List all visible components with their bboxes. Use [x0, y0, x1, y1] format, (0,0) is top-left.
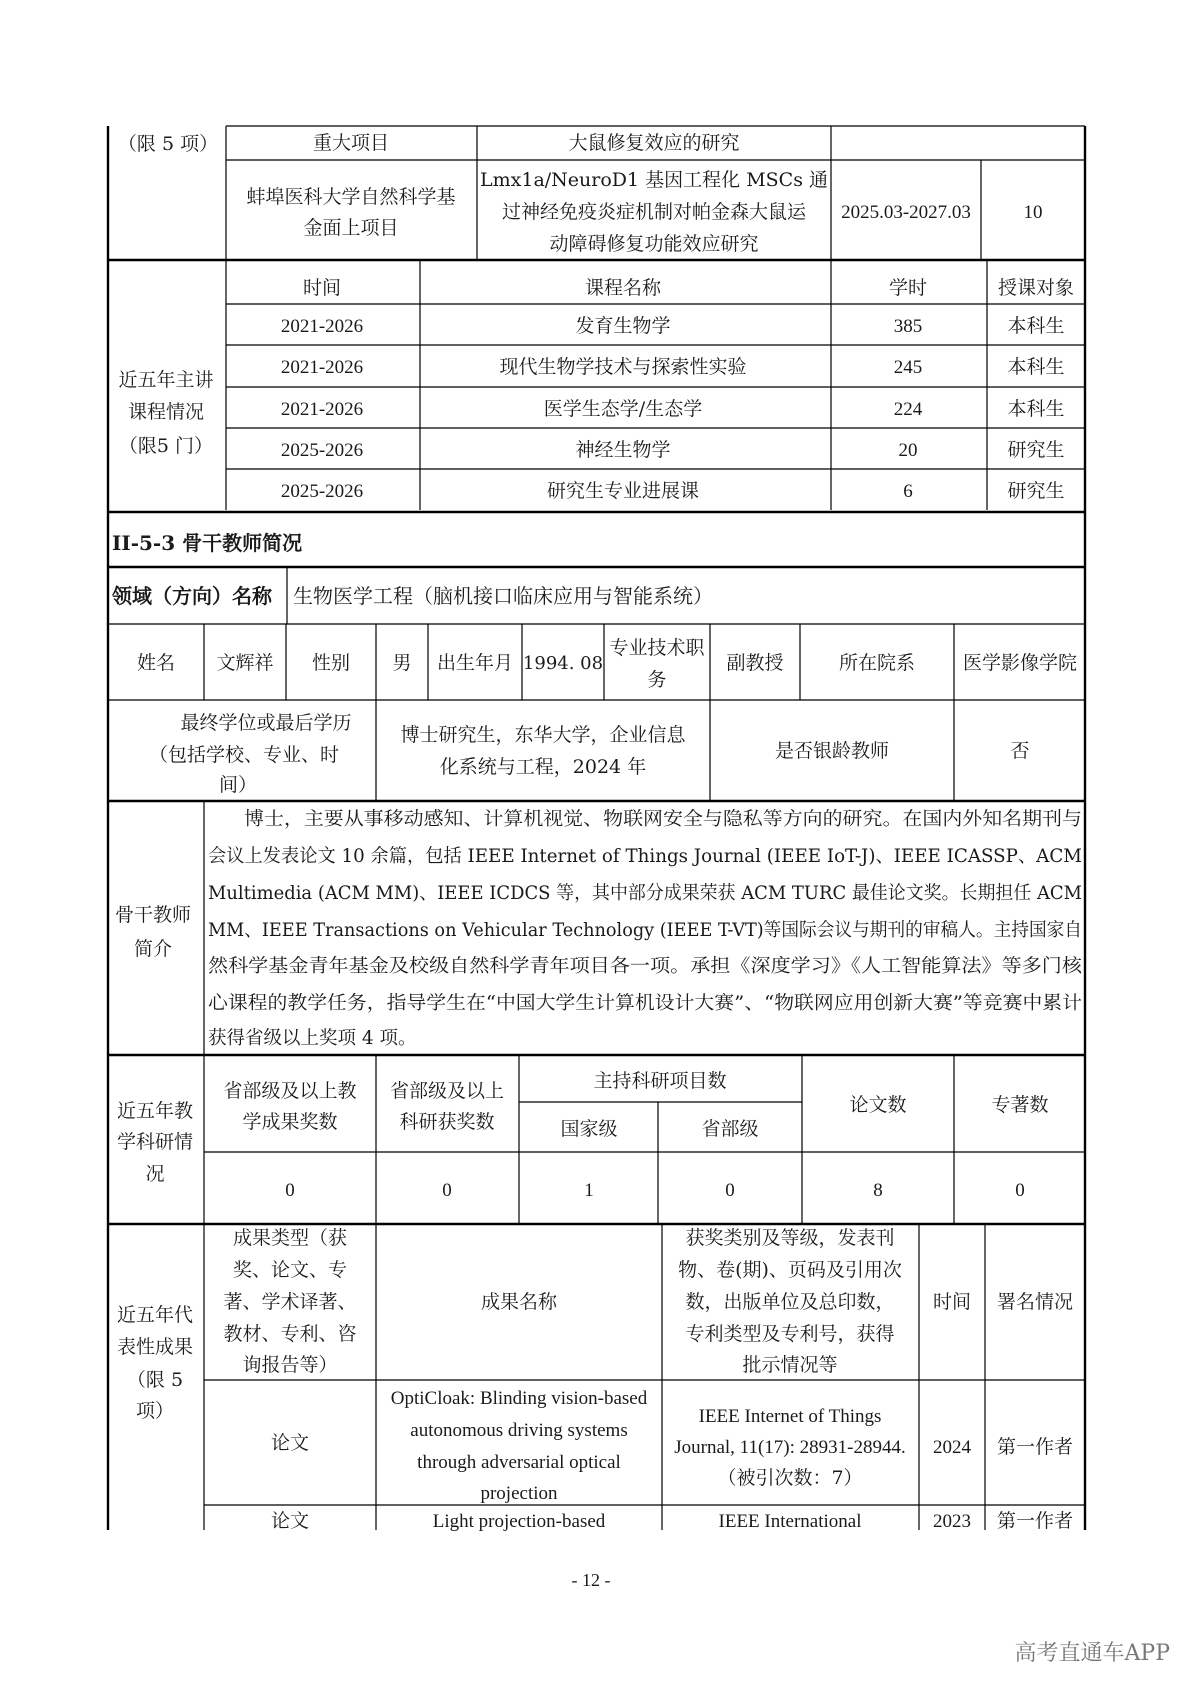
- project-2-name-line-2: 过神经免疫炎症机制对帕金森大鼠运: [501, 201, 807, 223]
- projects-block: [108, 126, 1085, 260]
- bio-label-line-2: 简介: [133, 938, 173, 960]
- course-time: 2021-2026: [280, 399, 364, 420]
- courses-header-hours: 学时: [888, 277, 928, 299]
- achievement-author: 第一作者: [996, 1436, 1074, 1458]
- project-2-name-line-1: Lmx1a/NeuroD1 基因工程化 MSCs 通: [480, 169, 828, 191]
- project-1-name: 大鼠修复效应的研究: [568, 132, 740, 154]
- silver-value: 否: [1010, 740, 1030, 762]
- name-label: 姓名: [136, 652, 176, 674]
- header-research-award-line-2: 科研获奖数: [399, 1111, 495, 1133]
- courses-header-time: 时间: [302, 277, 342, 299]
- achievement-pub-line-1: IEEE Internet of Things: [698, 1406, 882, 1427]
- project-2-type-line-1: 蚌埠医科大学自然科学基: [246, 186, 456, 208]
- value-monographs: 0: [1015, 1180, 1025, 1201]
- teacher-title: 副教授: [726, 652, 784, 674]
- degree-line-2: 化系统与工程，2024 年: [439, 756, 647, 778]
- course-audience: 研究生: [1007, 480, 1065, 502]
- header-name: 成果名称: [480, 1291, 558, 1313]
- teacher-birth: 1994. 08: [522, 653, 604, 674]
- teacher-info-row: [108, 624, 1085, 700]
- course-time: 2021-2026: [280, 316, 364, 337]
- header-pub-line-4: 专利类型及专利号，获得: [685, 1323, 895, 1345]
- value-teaching-award: 0: [285, 1180, 295, 1201]
- value-national: 1: [584, 1180, 594, 1201]
- field-value: 生物医学工程（脑机接口临床应用与智能系统）: [293, 584, 713, 608]
- course-name: 医学生态学/生态学: [543, 398, 703, 420]
- courses-label-line-2: 课程情况: [127, 401, 205, 423]
- courses-header-name: 课程名称: [584, 277, 662, 299]
- research-label-line-1: 近五年教: [116, 1100, 194, 1122]
- research-label-line-2: 学科研情: [116, 1131, 194, 1153]
- course-time: 2025-2026: [280, 481, 364, 502]
- achievements-label-line-1: 近五年代: [116, 1304, 194, 1326]
- achievement-name-line-2: autonomous driving systems: [410, 1420, 628, 1441]
- degree-line-1: 博士研究生，东华大学，企业信息: [400, 724, 686, 746]
- degree-row: [108, 700, 1085, 801]
- title-label-line-2: 务: [647, 669, 667, 691]
- header-national: 国家级: [560, 1118, 618, 1140]
- achievements-block: [117, 1224, 1085, 1532]
- header-type-line-4: 教材、专利、咨: [223, 1323, 357, 1345]
- course-name: 神经生物学: [575, 439, 671, 461]
- achievement-name-line-4: projection: [480, 1483, 558, 1504]
- achievement-time: 2023: [933, 1511, 971, 1532]
- course-time: 2021-2026: [280, 357, 364, 378]
- project-2-type-line-2: 金面上项目: [303, 217, 399, 239]
- birth-label: 出生年月: [436, 652, 514, 674]
- achievement-type: 论文: [270, 1510, 310, 1532]
- bio-line-4: MM、IEEE Transactions on Vehicular Technology (IEEE T-VT)等国际会议与期刊的审稿人。主持国家自: [208, 920, 1082, 941]
- teacher-gender: 男: [392, 652, 412, 674]
- course-hours: 224: [893, 399, 923, 420]
- achievement-type: 论文: [270, 1432, 310, 1454]
- degree-label-line-1: 最终学位或最后学历: [180, 712, 352, 734]
- header-pub-line-5: 批示情况等: [742, 1354, 838, 1376]
- field-row: [108, 567, 1085, 624]
- course-audience: 研究生: [1007, 439, 1065, 461]
- courses-label-line-1: 近五年主讲: [118, 369, 214, 391]
- header-pub-line-2: 物、卷(期)、页码及引用次: [678, 1259, 902, 1281]
- bio-line-1: 博士，主要从事移动感知、计算机视觉、物联网安全与隐私等方向的研究。在国内外知名期刊与: [244, 809, 1082, 830]
- course-hours: 6: [903, 481, 913, 502]
- bio-line-3: Multimedia (ACM MM)、IEEE ICDCS 等，其中部分成果荣获 ACM TURC 最佳论文奖。长期担任 ACM: [208, 883, 1082, 904]
- project-2-funding: 10: [1023, 202, 1043, 223]
- achievements-label-line-4: 项）: [135, 1400, 175, 1422]
- dept-label: 所在院系: [838, 652, 916, 674]
- achievement-name-line-1: OptiCloak: Blinding vision-based: [390, 1388, 648, 1409]
- value-research-award: 0: [442, 1180, 452, 1201]
- achievement-pub-line-1: IEEE International: [718, 1511, 862, 1532]
- teacher-name: 文辉祥: [216, 652, 274, 674]
- header-type-line-5: 询报告等）: [242, 1354, 338, 1376]
- research-block: [108, 1055, 1085, 1224]
- bio-line-2: 会议上发表论文 10 余篇，包括 IEEE Internet of Things Journal (IEEE IoT-J)、IEEE ICASSP、ACM: [208, 846, 1082, 867]
- header-type-line-3: 著、学术译著、: [223, 1291, 357, 1313]
- value-provincial: 0: [725, 1180, 735, 1201]
- header-projects: 主持科研项目数: [593, 1070, 727, 1092]
- achievement-pub-line-3: （被引次数：7）: [717, 1467, 863, 1489]
- header-time: 时间: [932, 1291, 972, 1313]
- projects-row-label: （限 5 项）: [117, 133, 219, 155]
- course-audience: 本科生: [1007, 398, 1065, 420]
- course-hours: 245: [893, 357, 923, 378]
- course-audience: 本科生: [1007, 356, 1065, 378]
- achievements-label-line-3: （限 5: [126, 1369, 184, 1391]
- research-label-line-3: 况: [145, 1163, 165, 1185]
- project-1-type: 重大项目: [312, 132, 390, 154]
- header-research-award-line-1: 省部级及以上: [389, 1080, 505, 1102]
- header-teaching-award-line-2: 学成果奖数: [242, 1111, 338, 1133]
- course-name: 研究生专业进展课: [546, 480, 700, 502]
- achievement-author: 第一作者: [996, 1510, 1074, 1532]
- bio-line-5: 然科学基金青年基金及校级自然科学青年项目各一项。承担《深度学习》《人工智能算法》等多门核: [208, 956, 1013, 977]
- bio-line-6: 心课程的教学任务，指导学生在“中国大学生计算机设计大赛”、“物联网应用创新大赛”等竞赛中累计: [208, 993, 1082, 1014]
- achievement-name-line-1: Light projection-based: [432, 1511, 606, 1532]
- course-time: 2025-2026: [280, 440, 364, 461]
- watermark-text: 高考直通车APP: [1014, 1641, 1170, 1666]
- course-audience: 本科生: [1007, 315, 1065, 337]
- header-author: 署名情况: [996, 1291, 1074, 1313]
- achievements-label-line-2: 表性成果: [116, 1336, 194, 1358]
- header-pub-line-1: 获奖类别及等级，发表刊: [685, 1227, 895, 1249]
- header-papers: 论文数: [849, 1094, 907, 1116]
- course-name: 发育生物学: [575, 315, 671, 337]
- achievement-pub-line-2: Journal, 11(17): 28931-28944.: [674, 1437, 906, 1458]
- courses-label-line-3: （限5 门）: [118, 435, 214, 457]
- project-2-name-line-3: 动障碍修复功能效应研究: [549, 233, 759, 255]
- degree-label-line-3: 间）: [218, 774, 258, 796]
- achievement-name-line-3: through adversarial optical: [417, 1452, 621, 1473]
- section-title-block: [108, 531, 1085, 567]
- header-type-line-2: 奖、论文、专: [232, 1259, 348, 1281]
- courses-header-audience: 授课对象: [997, 277, 1075, 299]
- field-label: 领域（方向）名称: [112, 584, 272, 608]
- header-type-line-1: 成果类型（获: [232, 1227, 348, 1249]
- header-provincial: 省部级: [701, 1118, 759, 1140]
- header-teaching-award-line-1: 省部级及以上教: [223, 1080, 357, 1102]
- gender-label: 性别: [311, 652, 351, 674]
- degree-label-line-2: （包括学校、专业、时: [148, 744, 340, 766]
- value-papers: 8: [873, 1180, 883, 1201]
- page-number: - 12 -: [571, 1570, 611, 1590]
- course-name: 现代生物学技术与探索性实验: [499, 356, 747, 378]
- bio-row: [108, 801, 1085, 1055]
- achievement-time: 2024: [933, 1437, 971, 1458]
- bio-label-line-1: 骨干教师: [114, 904, 192, 926]
- silver-label: 是否银龄教师: [774, 740, 890, 762]
- section-title: II-5-3 骨干教师简况: [112, 531, 303, 555]
- bio-line-7: 获得省级以上奖项 4 项。: [208, 1028, 417, 1049]
- course-hours: 20: [898, 440, 918, 461]
- header-monographs: 专著数: [991, 1094, 1049, 1116]
- project-2-period: 2025.03-2027.03: [841, 202, 971, 223]
- header-pub-line-3: 数，出版单位及总印数，: [685, 1291, 895, 1313]
- course-hours: 385: [893, 316, 923, 337]
- courses-block: [108, 260, 1085, 512]
- teacher-dept: 医学影像学院: [962, 652, 1078, 674]
- title-label-line-1: 专业技术职: [609, 637, 705, 659]
